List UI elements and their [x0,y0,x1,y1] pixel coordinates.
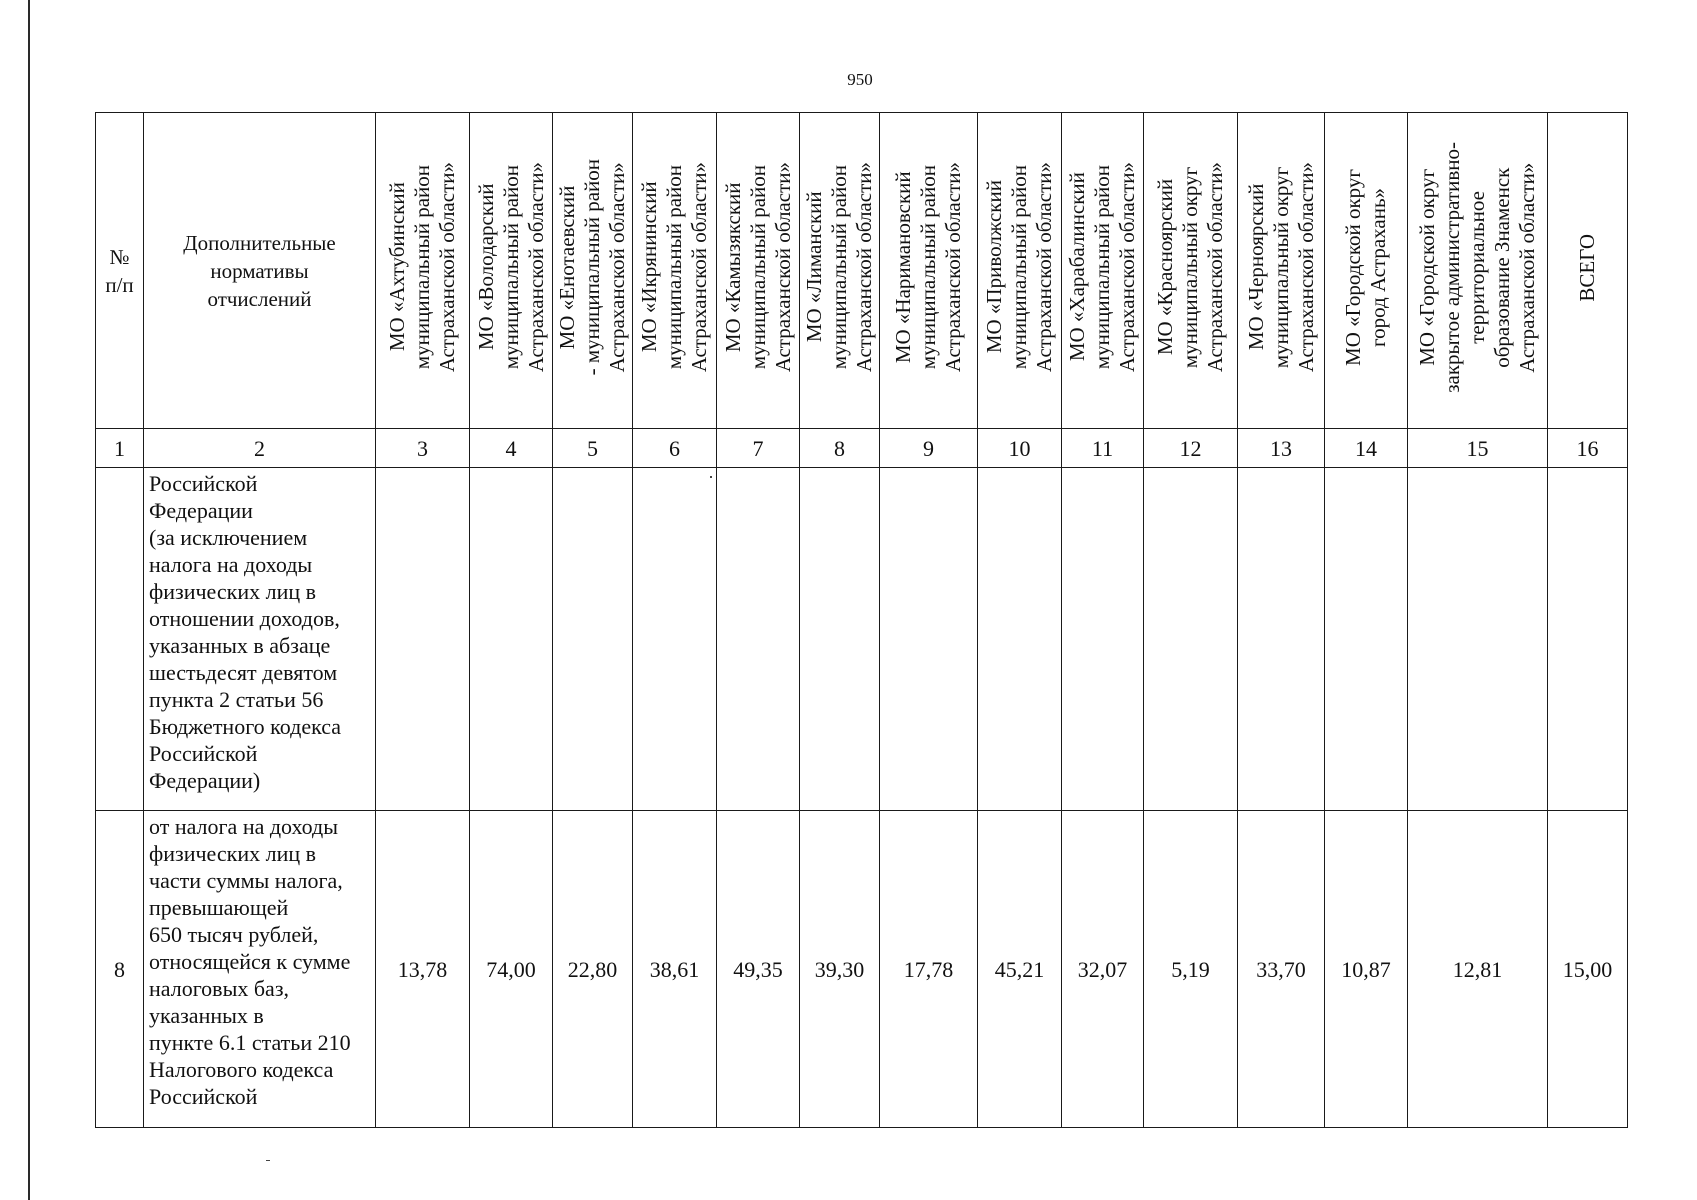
empty-cell [633,468,717,811]
header-num: № п/п [96,113,144,429]
column-number: 3 [376,429,470,468]
header-municipality: МО «Лиманский муниципальный район Астраханской области» [800,113,880,429]
value-cell: 10,87 [1325,811,1408,1128]
empty-cell [553,468,633,811]
value-cell: 33,70 [1238,811,1325,1128]
header-municipality: МО «Приволжский муниципальный район Астраханской области» [978,113,1062,429]
header-municipality: МО «Камызякский муниципальный район Астраханской области» [717,113,800,429]
column-number: 7 [717,429,800,468]
value-cell: 32,07 [1062,811,1144,1128]
empty-cell [1238,468,1325,811]
empty-cell [880,468,978,811]
row-num-cell [96,468,144,811]
row-description: Российской Федерации (за исключением налога на доходы физических лиц в отношении доходов, указанных в абзаце шестьдесят девятом пункта 2 статьи 56 Бюджетного кодекса Российской Федерации) [144,468,376,811]
row-num-cell: 8 [96,811,144,1128]
header-total: ВСЕГО [1548,113,1628,429]
column-number: 6 [633,429,717,468]
column-number: 14 [1325,429,1408,468]
header-municipality: МО «Икрянинский муниципальный район Астраханской области» [633,113,717,429]
column-number-row [96,429,1628,468]
value-cell: 13,78 [376,811,470,1128]
empty-cell [376,468,470,811]
header-municipality: МО «Красноярский муниципальный округ Астраханской области» [1144,113,1238,429]
empty-cell [1144,468,1238,811]
page-number: 950 [847,70,873,89]
empty-cell [1325,468,1408,811]
header-description: Дополнительные нормативы отчислений [144,113,376,429]
header-municipality: МО «Ахтубинский муниципальный район Астраханской области» [376,113,470,429]
value-cell: 39,30 [800,811,880,1128]
column-number: 10 [978,429,1062,468]
column-number: 12 [1144,429,1238,468]
scan-speck [266,1160,270,1161]
page-binding-edge [28,0,30,1200]
table-row-continuation [96,468,1628,811]
empty-cell [470,468,553,811]
value-cell: 74,00 [470,811,553,1128]
column-number: 13 [1238,429,1325,468]
empty-cell [1548,468,1628,811]
header-row [96,113,1628,429]
column-number: 8 [800,429,880,468]
header-municipality: МО «Володарский муниципальный район Астраханской области» [470,113,553,429]
header-municipality: МО «Енотаевский - муниципальный район Астраханской области» [553,113,633,429]
scan-speck [710,476,712,478]
column-number: 15 [1408,429,1548,468]
header-municipality: МО «Городской округ закрытое административно- территориальное образование Знаменск Астраханской области» [1408,113,1548,429]
value-cell: 17,78 [880,811,978,1128]
value-cell: 38,61 [633,811,717,1128]
header-municipality: МО «Городской округ город Астрахань» [1325,113,1408,429]
row-description: от налога на доходы физических лиц в части суммы налога, превышающей 650 тысяч рублей, относящейся к сумме налоговых баз, указанных в пункте 6.1 статьи 210 Налогового кодекса Российской [144,811,376,1128]
header-municipality: МО «Черноярский муниципальный округ Астраханской области» [1238,113,1325,429]
allocation-table [95,112,1628,1128]
empty-cell [978,468,1062,811]
value-cell: 22,80 [553,811,633,1128]
column-number: 5 [553,429,633,468]
empty-cell [1062,468,1144,811]
header-municipality: МО «Харабалинский муниципальный район Астраханской области» [1062,113,1144,429]
column-number: 9 [880,429,978,468]
column-number: 4 [470,429,553,468]
value-cell: 49,35 [717,811,800,1128]
empty-cell [717,468,800,811]
value-cell: 15,00 [1548,811,1628,1128]
value-cell: 12,81 [1408,811,1548,1128]
value-cell: 45,21 [978,811,1062,1128]
column-number: 2 [144,429,376,468]
column-number: 16 [1548,429,1628,468]
header-municipality: МО «Наримановский муниципальный район Астраханской области» [880,113,978,429]
column-number: 1 [96,429,144,468]
table-row-8 [96,811,1628,1128]
empty-cell [1408,468,1548,811]
value-cell: 5,19 [1144,811,1238,1128]
empty-cell [800,468,880,811]
column-number: 11 [1062,429,1144,468]
